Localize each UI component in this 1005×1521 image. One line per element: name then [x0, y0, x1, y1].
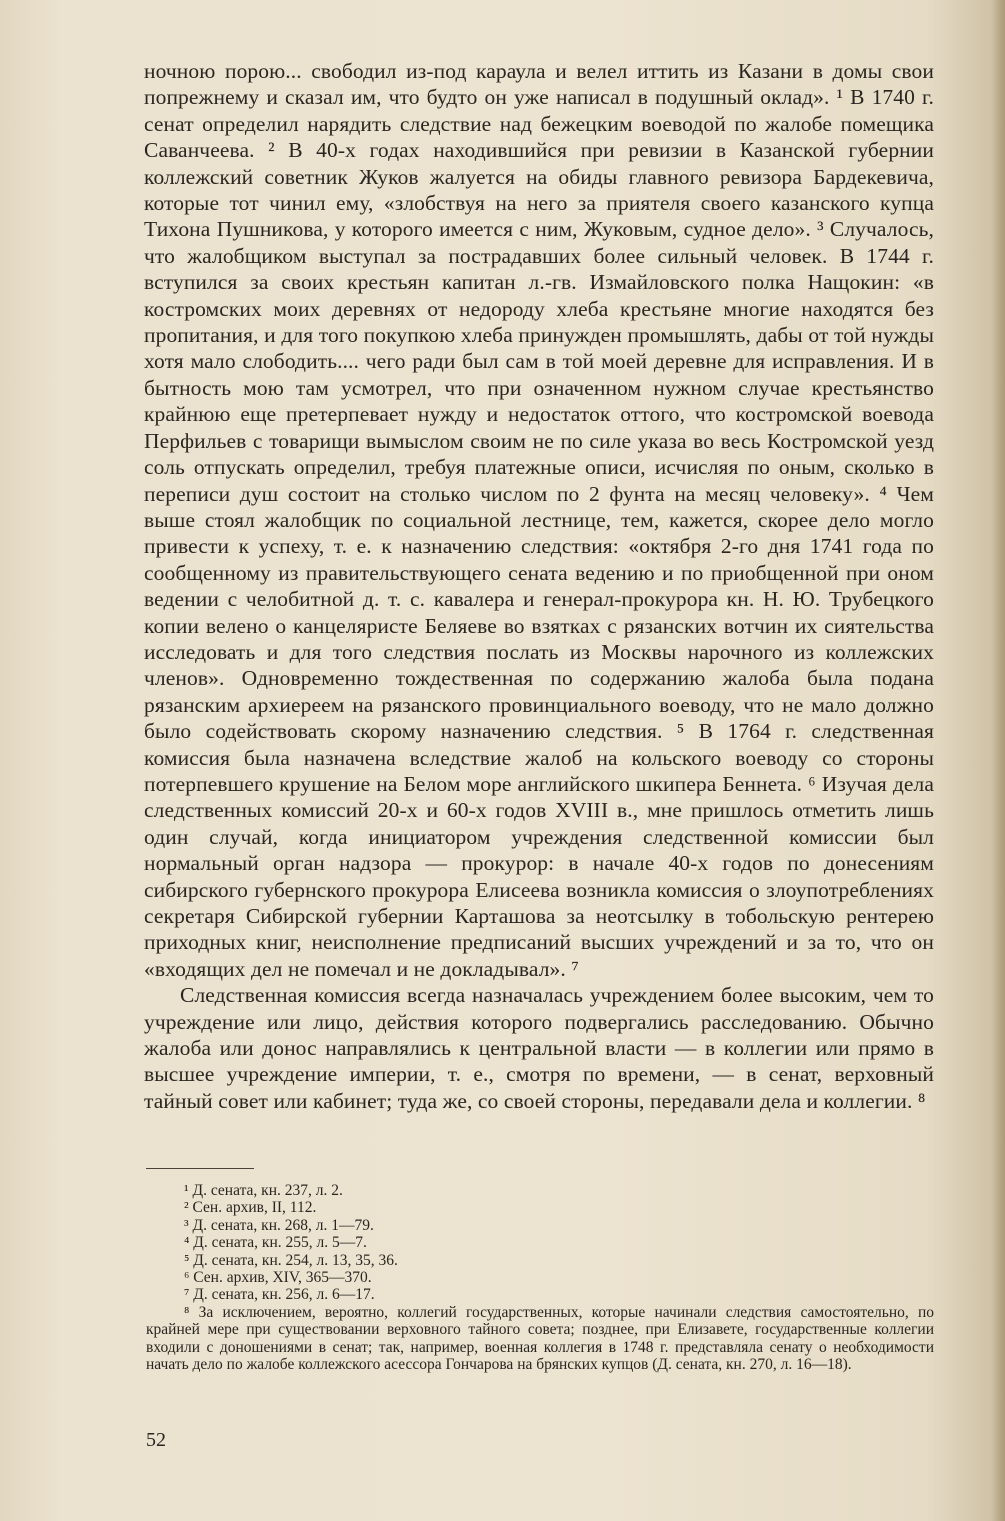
page-number: 52 — [146, 1429, 166, 1451]
footnote-separator — [146, 1168, 254, 1169]
footnote-7: ⁷ Д. сената, кн. 256, л. 6—17. — [184, 1286, 375, 1304]
footnote-2: ² Сен. архив, II, 112. — [184, 1199, 317, 1217]
paragraph-1: ночною порою... свободил из-под караула и велел иттить из Казани в домы свои попрежнему и сказал им, что будто он уже написал в подушный оклад». ¹ В 1740 г. сенат определил нарядить следствие над бежецким воеводой по жалобе помещика Саванчеева. ² В 40-х годах находившийся при ревизии в Казанской губернии коллежский советник Жуков жалуется на обиды главного ревизора Бардекевича, которые тот чинил ему, «злобствуя на него за приятеля своего казанского купца Тихона Пушникова, у которого имеется с ним, Жуковым, судное дело». ³ Случалось, что жалобщиком выступал за пострадавших более сильный человек. В 1744 г. вступился за своих крестьян капитан л.-гв. Измайловского полка Нащокин: «в костромских моих деревнях от недороду хлеба крестьяне многие находятся без пропитания, и для того покупкою хлеба принужден промышлять, дабы от той нужды хотя мало слободить.... чего ради был сам в той моей деревне для исправления. И в бытность мою там усмотрел, что при означенном нужном случае крестьянство крайнюю еще претерпевает нужду и недостаток оттого, что костромской воевода Перфильев с товарищи вымыслом своим не по силе указа во весь Костромской уезд соль отпускать определил, требуя платежные описи, исчисляя по оным, сколько в переписи душ состоит на столько числом по 2 фунта на месяц человеку». ⁴ Чем выше стоял жалобщик по социальной лестнице, тем, кажется, скорее дело могло привести к успеху, т. е. к назначению следствия: «октября 2-го дня 1741 года по сообщенному из правительствующего сената ведению и по приобщенной при оном ведении с челобитной д. т. с. кавалера и генерал-прокурора кн. Н. Ю. Трубецкого копии велено о канцеляристе Беляеве во взятках с рязанских вотчин их сиятельства исследовать и для того следствия послать из Москвы нарочного из коллежских членов». Одновременно тождественная по содержанию жалоба была подана рязанским архиереем на рязанского провинциального воеводу, что не мало должно было содействовать скорому назначению следствия. ⁵ В 1764 г. следственная комиссия была назначена вследствие жалоб на кольского воеводу со стороны потерпевшего крушение на Белом море английского шкипера Беннета. ⁶ Изучая дела следственных комиссий 20-х и 60-х годов XVIII в., мне пришлось отметить лишь один случай, когда инициатором учреждения следственной комиссии был нормальный орган надзора — прокурор: в начале 40-х годов по донесениям сибирского губернского прокурора Елисеева возникла комиссия о злоупотреблениях секретаря Сибирской губернии Карташова за неотсылку в тобольскую рентерею приходных книг, неисполнение предписаний высших учреждений и за то, что он «входящих дел не помечал и не докладывал». ⁷ — [144, 59, 934, 981]
footnote-3: ³ Д. сената, кн. 268, л. 1—79. — [184, 1216, 374, 1234]
paragraph-2: Следственная комиссия всегда назначалась учреждением более высоким, чем то учреждение или лицо, действия которого подвергались расследованию. Обычно жалоба или донос направлялись к центральной власти — в коллегии или прямо в высшее учреждение империи, т. е., смотря по времени, — в сенат, верховный тайный совет или кабинет; туда же, со своей стороны, передавали дела и коллегии. ⁸ — [144, 983, 934, 1113]
footnote-4: ⁴ Д. сената, кн. 255, л. 5—7. — [184, 1234, 367, 1252]
footnote-1: ¹ Д. сената, кн. 237, л. 2. — [184, 1182, 343, 1199]
page-edge-shadow — [991, 0, 1005, 1521]
footnotes — [146, 1182, 934, 1373]
footnote-8: ⁸ За исключением, вероятно, коллегий государственных, которые начинали следствия самостоятельно, по крайней мере при существовании верховного тайного совета; позднее, при Елизавете, государственные коллегии входили с доношениями в сенат; так, например, военная коллегия в 1748 г. представляла сенату о необходимости начать дело по жалобе коллежского асессора Гончарова на брянских купцов (Д. сената, кн. 270, л. 16—18). — [146, 1303, 934, 1374]
footnote-6: ⁶ Сен. архив, XIV, 365—370. — [184, 1269, 372, 1287]
body-text — [144, 58, 934, 1114]
footnote-5: ⁵ Д. сената, кн. 254, л. 13, 35, 36. — [184, 1251, 398, 1269]
